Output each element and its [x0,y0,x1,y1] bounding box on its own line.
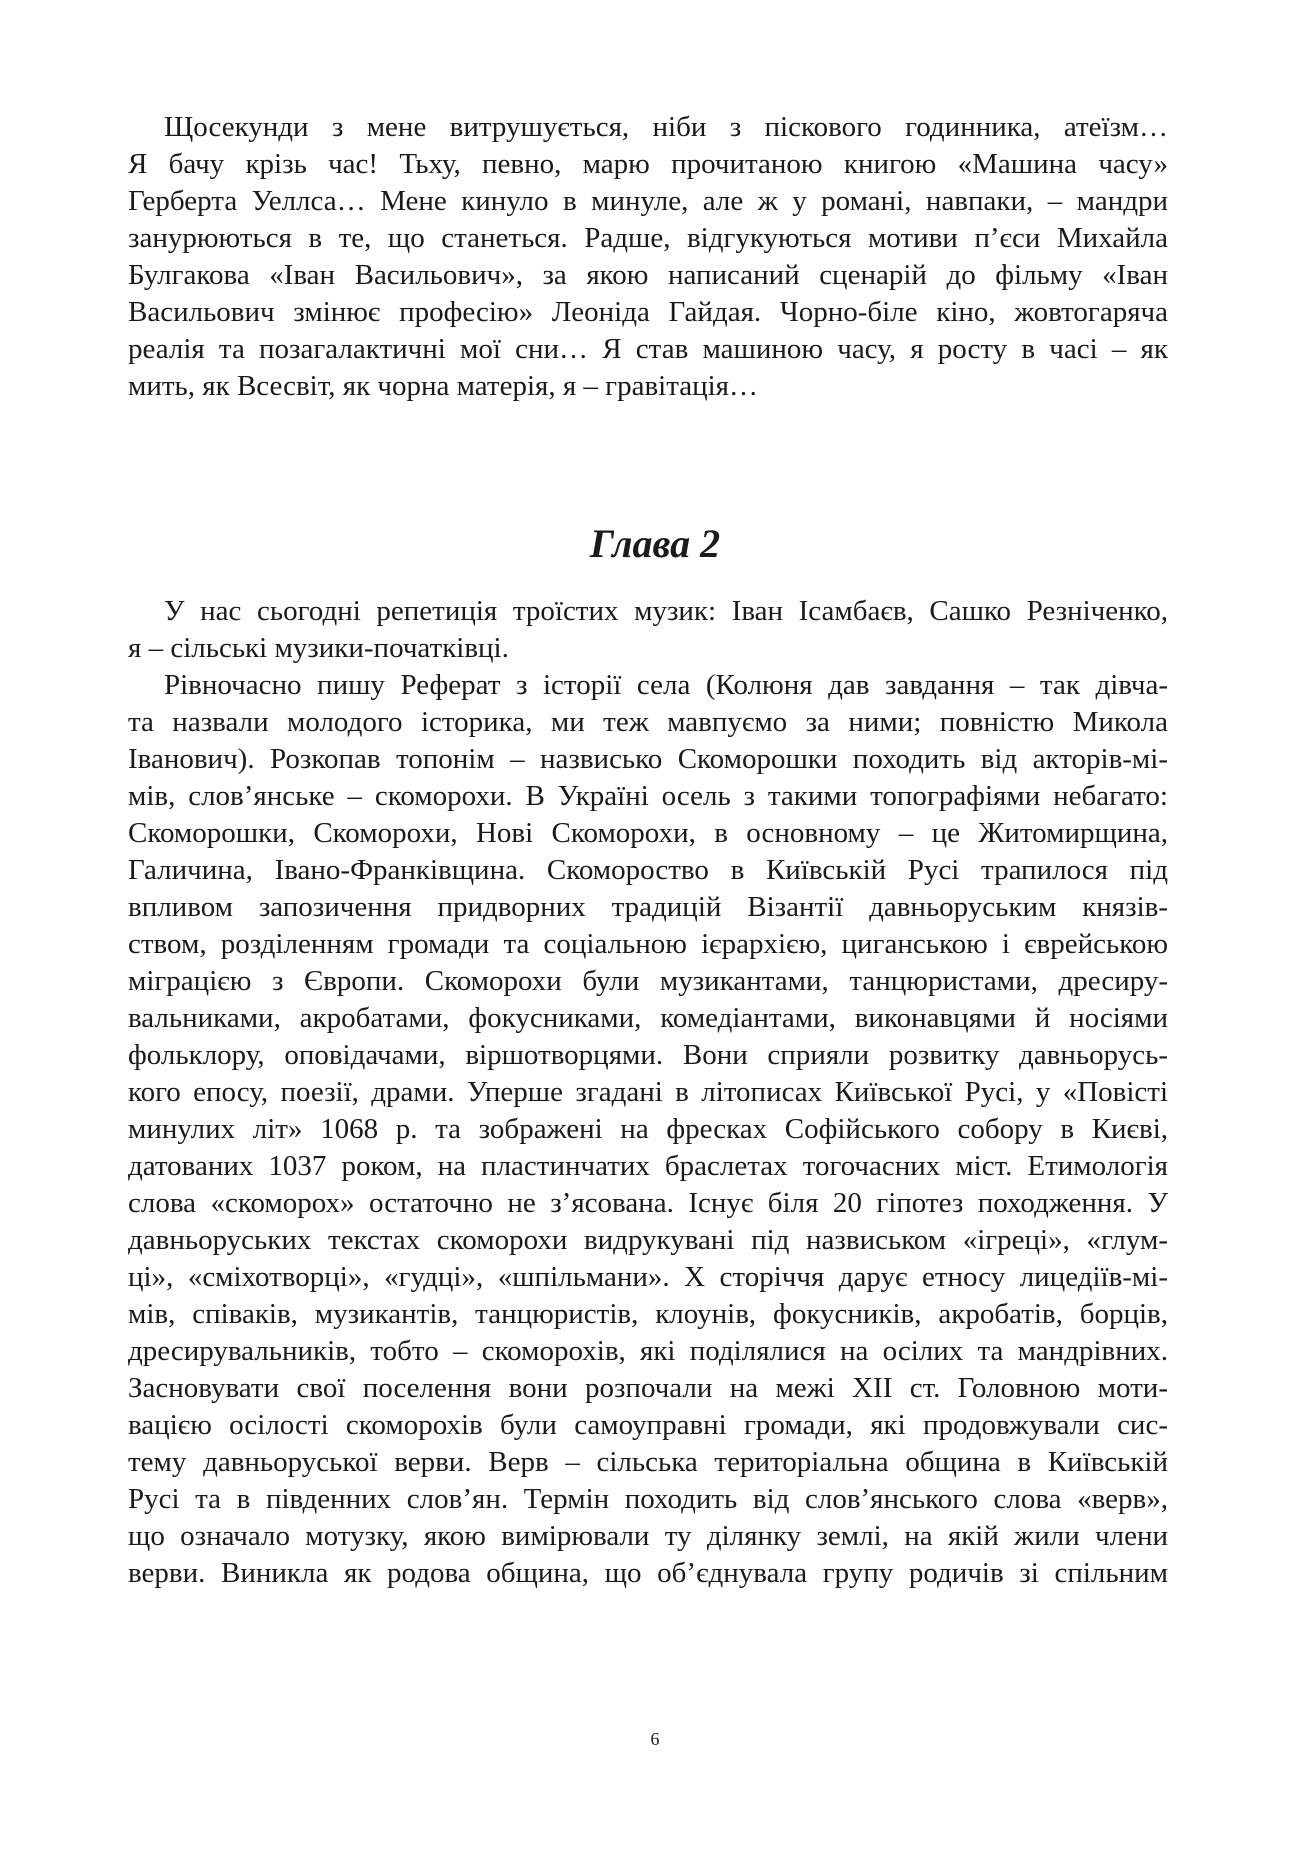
text-line: реалія та позагалактичні мої сни… Я став машиною часу, я росту в часі – як [128,333,1168,365]
text-line: ці», «сміхотворці», «гудці», «шпільмани». Х сторіччя дарує етносу лицедіїв-мі- [128,1261,1168,1293]
text-line: що означало мотузку, якою вимірювали ту ділянку землі, на якій жили члени [128,1520,1168,1552]
text-line: тему давньоруської верви. Верв – сільська територіальна община в Київській [128,1446,1168,1478]
text-line: мить, як Всесвіт, як чорна матерія, я – гравітація… [128,370,759,402]
text-line: Іванович). Розкопав топонім – назвисько Скоморошки походить від акторів-мі- [128,743,1168,775]
chapter-body [128,593,1168,1592]
text-line: У нас сьогодні репетиція троїстих музик: Іван Ісамбаєв, Сашко Резніченко, [164,595,1168,627]
text-line: вацією осілості скоморохів були самоуправні громади, які продовжували сис- [128,1409,1168,1441]
text-line: верви. Виникла як родова община, що об’єднувала групу родичів зі спільним [128,1557,1168,1589]
text-line: Я бачу крізь час! Тьху, певно, марю прочитаною книгою «Машина часу» [128,148,1168,180]
text-line: Рівночасно пишу Реферат з історії села (Колюня дав завдання – так дівча- [164,669,1168,701]
text-line: слова «скоморох» остаточно не з’ясована. Існує біля 20 гіпотез походження. У [128,1187,1168,1219]
text-line: Васильович змінює професію» Леоніда Гайдая. Чорно-біле кіно, жовтогаряча [128,296,1168,328]
text-line: мів, слов’янське – скоморохи. В Україні осель з такими топографіями небагато: [128,780,1168,812]
text-line: міграцією з Європи. Скоморохи були музикантами, танцюристами, дресиру- [128,965,1168,997]
text-line: занурюються в те, що станеться. Радше, відгукуються мотиви п’єси Михайла [128,222,1168,254]
paragraph-history-report [128,667,1168,1592]
text-line: вальниками, акробатами, фокусниками, комедіантами, виконавцями й носіями [128,1002,1168,1034]
text-line: Булгакова «Іван Васильович», за якою написаний сценарій до фільму «Іван [128,259,1168,291]
text-line: ством, розділенням громади та соціальною ієрархією, циганською і єврейською [128,928,1168,960]
text-line: минулих літ» 1068 р. та зображені на фресках Софійського собору в Києві, [128,1113,1168,1145]
text-line: Герберта Уеллса… Мене кинуло в минуле, але ж у романі, навпаки, – мандри [128,185,1168,217]
text-line: я – сільські музики-початківці. [128,632,509,664]
text-line: Скоморошки, Скоморохи, Нові Скоморохи, в основному – це Житомирщина, [128,817,1168,849]
text-line: давньоруських текстах скоморохи видрукувані під назвиськом «ігреці», «глум- [128,1224,1168,1256]
text-line: Засновувати свої поселення вони розпочали на межі ХІІ ст. Головною моти- [128,1372,1168,1404]
paragraph-time-machine [128,109,1168,405]
text-line: Русі та в південних слов’ян. Термін походить від слов’янського слова «верв», [128,1483,1168,1515]
text-line: Галичина, Івано-Франківщина. Скомороство в Київській Русі трапилося під [128,854,1168,886]
text-line: дресирувальників, тобто – скоморохів, які поділялися на осілих та мандрівних. [128,1335,1168,1367]
text-line: кого епосу, поезії, драми. Уперше згадані в літописах Київської Русі, у «Повісті [128,1076,1168,1108]
paragraph-rehearsal [128,593,1168,667]
text-line: мів, співаків, музикантів, танцюристів, клоунів, фокусників, акробатів, борців, [128,1298,1168,1330]
text-line: та назвали молодого історика, ми теж мавпуємо за ними; повністю Микола [128,706,1168,738]
chapter-title: Глава 2 [589,521,721,566]
text-line: фольклору, оповідачами, віршотворцями. Вони сприяли розвитку давньорусь- [128,1039,1168,1071]
text-line: впливом запозичення придворних традицій Візантії давньоруським князів- [128,891,1168,923]
text-line: датованих 1037 роком, на пластинчатих браслетах тогочасних міст. Етимологія [128,1150,1168,1182]
page-number: 6 [650,1729,660,1749]
text-line: Щосекунди з мене витрушується, ніби з піскового годинника, атеїзм… [164,111,1168,143]
